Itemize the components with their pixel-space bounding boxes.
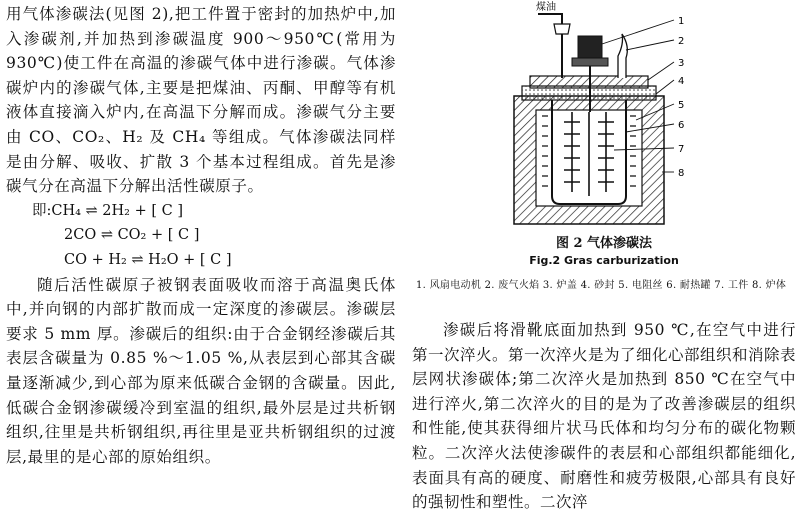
label-7: 7 [678,144,685,155]
right-column [412,0,797,512]
fuel-label: 煤油 [536,2,556,13]
figure-caption-en: Fig.2 Gras carburization [529,254,679,267]
label-1: 1 [678,16,685,27]
right-body [412,318,796,515]
label-3: 3 [678,58,685,69]
equation-co-h2: CO + H₂ ⇌ H₂O + [ C ] [64,251,232,268]
left-column [6,2,396,469]
label-2: 2 [678,36,685,47]
figure-legend: 1. 风扇电动机 2. 废气火焰 3. 炉盖 4. 砂封 5. 电阻丝 6. 耐热罐 7. 工件 8. 炉体 [416,280,787,291]
paragraph-quenching: 渗碳后将滑靴底面加热到 950 ℃,在空气中进行第一次淬火。第一次淬火是为了细化心部组织和消除表层网状渗碳体;第二次淬火是加热到 850 ℃在空气中进行淬火,第二次淬火的目的是为了改善渗碳层的组织和性能,使其获得细片状马氏体和均匀分布的碳化物颗粒。二次淬火法使渗碳件的表层和心部组织都能细化,表面具有高的硬度、耐磨性和疲劳极限,心部具有良好的强韧性和塑性。二次淬 [412,321,797,512]
label-4: 4 [678,76,685,87]
workpieces [564,112,614,196]
figure-gas-carburization [412,0,796,291]
label-8: 8 [678,168,685,179]
exhaust-flame [618,34,627,78]
equation-co: 2CO ⇌ CO₂ + [ C ] [64,227,200,244]
label-5: 5 [678,100,685,111]
paragraph-carbon-absorption: 随后活性碳原子被钢表面吸收而溶于高温奥氏体中,并向钢的内部扩散而成一定深度的渗碳层。渗碳层要求 5 mm 厚。渗碳后的组织:由于合金钢经渗碳后其表层含碳量为 0.85 %～1.05 %,从表层到心部其含碳量逐渐减少,到心部为原来低碳合金钢的含碳量。因此,低碳合金钢渗碳缓冷到室温的组织,最外层是过共析钢组织,往里是共析钢组织,再往里是亚共析钢组织的过渡层,最里的是心部的原始组织。 [6,275,396,466]
paragraph-gas-carburizing: 用气体渗碳法(见图 2),把工件置于密封的加热炉中,加入渗碳剂,并加热到渗碳温度 900～950℃(常用为 930℃)使工件在高温的渗碳气体中进行渗碳。气体渗碳炉内的渗碳气体,主要是把煤油、丙酮、甲醇等有机液体直接滴入炉内,在高温下分解而成。渗碳气分主要由 CO、CO₂、H₂ 及 CH₄ 等组成。气体渗碳法同样是由分解、吸收、扩散 3 个基本过程组成。首先是渗碳气分在高温下分解出活性碳原子。 [6,5,396,196]
figure-caption-cn: 图 2 气体渗碳法 [555,236,653,251]
equation-methane: 即:CH₄ ⇌ 2H₂ + [ C ] [32,202,183,219]
label-6: 6 [678,120,685,131]
furnace-diagram [412,0,796,232]
